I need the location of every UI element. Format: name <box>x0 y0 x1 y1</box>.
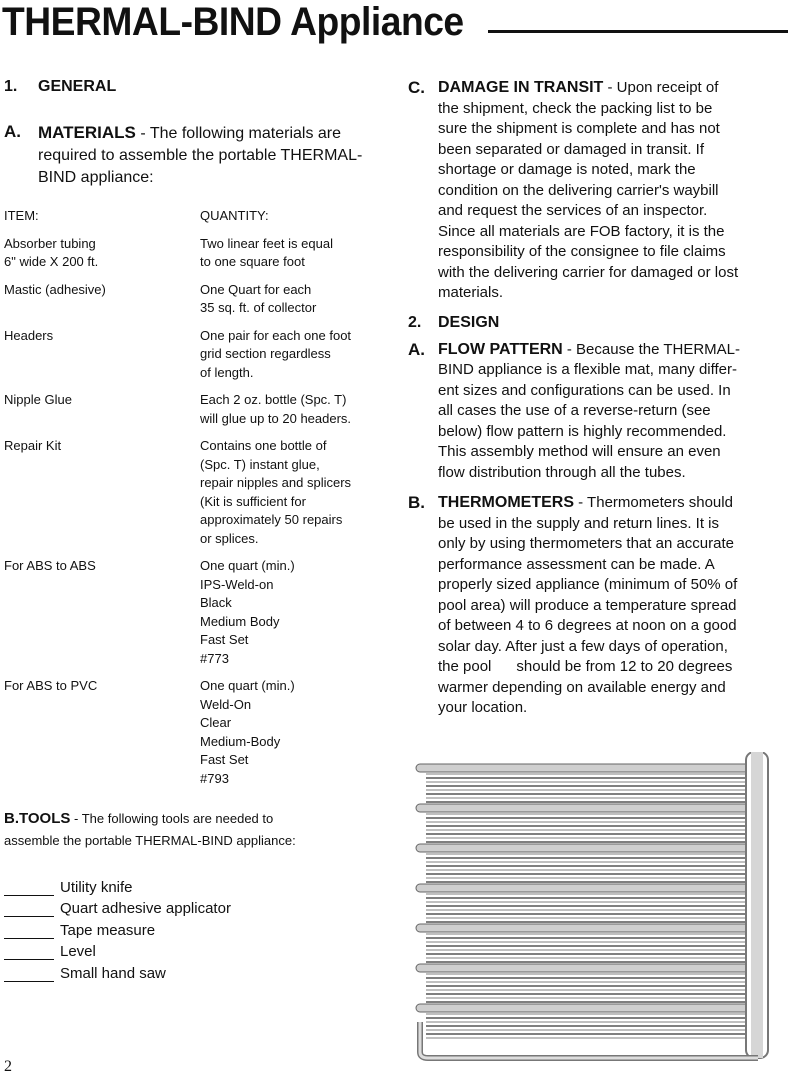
tool-item <box>4 874 394 896</box>
paragraph-line: ent sizes and configurations can be used. In <box>438 381 731 399</box>
page-number: 2 <box>4 1058 12 1075</box>
damage-text <box>438 78 788 304</box>
quantity-line: One quart (min.) <box>200 558 295 573</box>
materials-letter: A. <box>4 122 21 141</box>
table-row <box>4 235 394 272</box>
tool-label: Level <box>60 943 96 960</box>
quantity-line: One Quart for each <box>200 281 312 297</box>
quantity-line: Each 2 oz. bottle (Spc. T) <box>200 392 347 407</box>
paragraph-line: be used in the supply and return lines. It is <box>438 514 720 532</box>
paragraph-line: condition on the delivering carrier's waybill <box>438 181 719 199</box>
materials-description: - The following materials are required to assemble the portable THERMAL-BIND appliance: <box>38 125 363 186</box>
quantity-cell <box>200 437 390 548</box>
quantity-cell <box>200 327 390 383</box>
page-title: THERMAL-BIND Appliance <box>2 0 464 44</box>
quantity-line: #773 <box>200 650 229 666</box>
item-line: For ABS to ABS <box>4 558 96 573</box>
quantity-line: (Spc. T) instant glue, <box>200 456 320 472</box>
quantity-cell <box>200 281 390 318</box>
tools-checklist <box>4 874 394 982</box>
quantity-line: One pair for each one foot <box>200 327 352 343</box>
tools-heading <box>4 808 394 852</box>
paragraph-line: all cases the use of a reverse-return (see <box>438 402 711 419</box>
section-design-heading <box>408 314 792 332</box>
collector-mat-illustration <box>408 752 786 1068</box>
quantity-line: of length. <box>200 364 254 380</box>
section-number: 2. <box>408 313 422 331</box>
quantity-line: Clear <box>200 715 232 730</box>
quantity-line: 35 sq. ft. of collector <box>200 300 317 315</box>
paragraph-line: with the delivering carrier for damaged or lost <box>438 263 739 281</box>
tools-intro-line2: assemble the portable THERMAL-BIND appliance: <box>4 833 296 848</box>
quantity-line: #793 <box>200 770 229 786</box>
paragraph-line: the shipment, check the packing list to be <box>438 99 713 117</box>
paragraph-line: flow distribution through all the tubes. <box>438 463 686 481</box>
table-row <box>4 557 394 668</box>
section-label: DESIGN <box>438 313 500 331</box>
table-row <box>4 437 394 548</box>
thermometers-text <box>438 493 788 719</box>
table-row <box>4 327 394 383</box>
paragraph-line: your location. <box>438 699 528 716</box>
item-cell <box>4 677 200 788</box>
materials-section <box>4 122 394 189</box>
item-line: For ABS to PVC <box>4 678 98 693</box>
quantity-cell <box>200 235 390 272</box>
paragraph-line: pool area) will produce a temperature spread <box>438 596 737 614</box>
quantity-line: Weld-On <box>200 696 252 712</box>
tool-item <box>4 896 394 918</box>
paragraph-line: BIND appliance is a flexible mat, many differ- <box>438 361 738 378</box>
paragraph-heading: DAMAGE IN TRANSIT <box>438 79 604 96</box>
materials-heading: MATERIALS <box>38 123 136 142</box>
item-cell <box>4 235 200 272</box>
tool-label: Utility knife <box>60 878 133 896</box>
tool-label: Tape measure <box>60 921 156 939</box>
paragraph-line: - Thermometers should <box>574 494 733 511</box>
table-header-row <box>4 207 394 226</box>
tools-label: B.TOOLS <box>4 810 71 827</box>
quantity-line: Fast Set <box>200 632 249 647</box>
paragraph-line: This assembly method will ensure an even <box>438 443 721 460</box>
item-cell <box>4 391 200 428</box>
quantity-line: Two linear feet is equal <box>200 235 333 251</box>
tool-item <box>4 960 394 982</box>
right-column <box>408 78 792 719</box>
tool-label: Quart adhesive applicator <box>60 900 231 917</box>
quantity-line: Medium Body <box>200 613 280 629</box>
item-cell <box>4 327 200 383</box>
quantity-line: or splices. <box>200 530 259 546</box>
flow-pattern-section <box>408 340 792 484</box>
materials-table <box>4 207 394 788</box>
table-row <box>4 677 394 788</box>
paragraph-line: sure the shipment is complete and has not <box>438 120 720 137</box>
quantity-line: Medium-Body <box>200 733 281 749</box>
item-line: 6" wide X 200 ft. <box>4 254 99 269</box>
item-line: Repair Kit <box>4 438 62 453</box>
checkbox-blank-line <box>4 881 54 896</box>
paragraph-heading: FLOW PATTERN <box>438 340 563 358</box>
quantity-line: grid section regardless <box>200 346 331 361</box>
paragraph-line: responsibility of the consignee to file claims <box>438 243 726 260</box>
item-line: Absorber tubing <box>4 235 96 251</box>
paragraph-line: the pool should be from 12 to 20 degrees <box>438 658 733 675</box>
checkbox-blank-line <box>4 924 54 939</box>
paragraph-line: properly sized appliance (minimum of 50% of <box>438 576 738 593</box>
quantity-cell <box>200 557 390 668</box>
quantity-line: Contains one bottle of <box>200 438 327 453</box>
quantity-line: (Kit is sufficient for <box>200 493 306 509</box>
table-row <box>4 391 394 428</box>
section-number: 1. <box>4 78 18 95</box>
damage-letter: C. <box>408 78 425 97</box>
quantity-cell <box>200 677 390 788</box>
thermometers-section <box>408 493 792 719</box>
materials-text <box>38 122 368 189</box>
tools-intro-line1: - The following tools are needed to <box>70 811 274 826</box>
paragraph-line: below) flow pattern is highly recommended. <box>438 422 727 440</box>
tool-item <box>4 939 394 961</box>
flow-letter: A. <box>408 339 425 359</box>
item-line: Headers <box>4 327 54 343</box>
item-line: Mastic (adhesive) <box>4 281 106 297</box>
paragraph-line: only by using thermometers that an accurate <box>438 535 734 552</box>
quantity-line: Black <box>200 595 232 610</box>
paragraph-line: materials. <box>438 284 504 301</box>
thermometers-letter: B. <box>408 493 425 512</box>
paragraph-line: performance assessment can be made. A <box>438 555 715 573</box>
quantity-line: to one square foot <box>200 254 305 269</box>
item-line: Nipple Glue <box>4 392 72 407</box>
paragraph-line: warmer depending on available energy and <box>438 678 726 696</box>
left-column <box>4 78 394 982</box>
item-header: ITEM: <box>4 208 39 223</box>
checkbox-blank-line <box>4 945 54 960</box>
table-row <box>4 281 394 318</box>
item-cell <box>4 281 200 318</box>
quantity-header: QUANTITY: <box>200 208 269 223</box>
paragraph-line: solar day. After just a few days of operation, <box>438 637 728 655</box>
quantity-line: approximately 50 repairs <box>200 512 343 527</box>
flow-text <box>438 340 788 484</box>
section-label: GENERAL <box>38 78 117 95</box>
paragraph-line: - Because the THERMAL- <box>562 340 741 358</box>
quantity-line: IPS-Weld-on <box>200 576 274 592</box>
item-cell <box>4 437 200 548</box>
title-rule <box>488 30 788 33</box>
quantity-line: One quart (min.) <box>200 678 295 693</box>
damage-section <box>408 78 792 304</box>
section-general-heading <box>4 78 394 96</box>
paragraph-line: Since all materials are FOB factory, it is the <box>438 222 725 240</box>
checkbox-blank-line <box>4 967 54 982</box>
paragraph-heading: THERMOMETERS <box>438 494 574 511</box>
paragraph-line: and request the services of an inspector. <box>438 202 708 219</box>
quantity-line: Fast Set <box>200 752 249 767</box>
tool-label: Small hand saw <box>60 964 166 982</box>
quantity-line: repair nipples and splicers <box>200 475 352 490</box>
paragraph-line: - Upon receipt of <box>603 79 719 96</box>
checkbox-blank-line <box>4 902 54 917</box>
paragraph-line: shortage or damage is noted, mark the <box>438 161 696 178</box>
paragraph-line: of between 4 to 6 degrees at noon on a good <box>438 617 737 634</box>
quantity-cell <box>200 391 390 428</box>
item-cell <box>4 557 200 668</box>
tool-item <box>4 917 394 939</box>
quantity-line: will glue up to 20 headers. <box>200 410 352 426</box>
paragraph-line: been separated or damaged in transit. If <box>438 140 705 158</box>
